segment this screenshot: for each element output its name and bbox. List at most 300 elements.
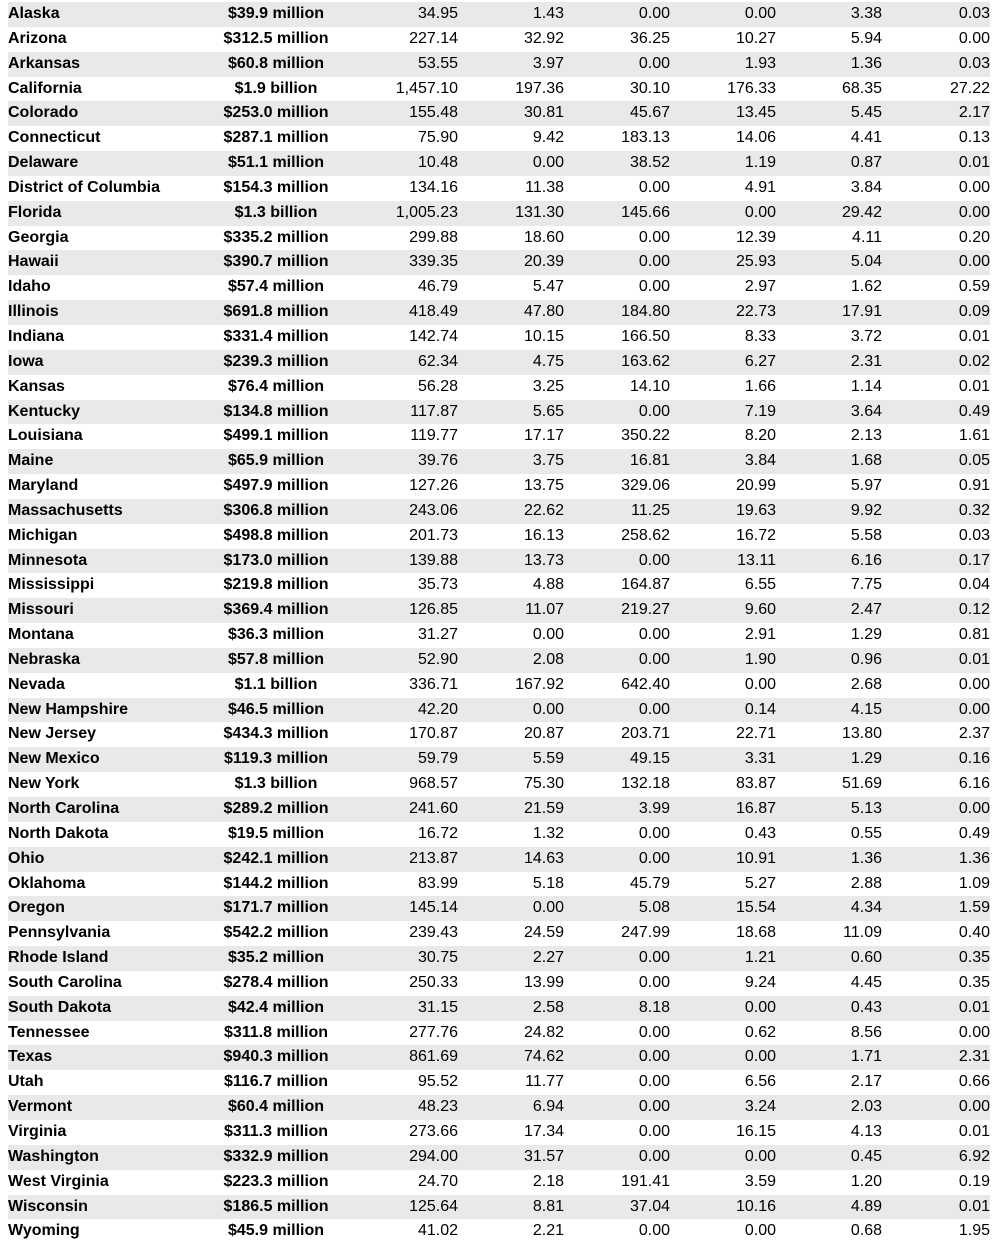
state-name-cell: Arkansas <box>8 54 81 72</box>
value-cell-6: 0.49 <box>958 402 990 420</box>
table-row <box>8 772 990 797</box>
table-row <box>8 549 990 574</box>
value-cell-5: 3.84 <box>850 178 882 196</box>
value-cell-2: 31.57 <box>523 1147 564 1165</box>
table-row <box>8 573 990 598</box>
value-cell-1: 968.57 <box>409 775 458 793</box>
value-cell-5: 3.64 <box>850 402 882 420</box>
value-cell-6: 0.05 <box>958 452 990 470</box>
value-cell-2: 0.00 <box>532 700 564 718</box>
value-cell-2: 17.34 <box>523 1122 564 1140</box>
value-cell-5: 1.68 <box>850 452 882 470</box>
value-cell-3: 0.00 <box>638 178 670 196</box>
value-cell-5: 4.15 <box>850 700 882 718</box>
value-cell-2: 0.00 <box>532 899 564 917</box>
total-amount-cell: $57.8 million <box>227 650 325 668</box>
state-funding-table <box>8 2 990 1244</box>
value-cell-2: 18.60 <box>523 228 564 246</box>
table-row <box>8 375 990 400</box>
value-cell-6: 0.02 <box>958 352 990 370</box>
value-cell-5: 0.43 <box>850 998 882 1016</box>
table-row <box>8 1195 990 1220</box>
value-cell-5: 5.97 <box>850 477 882 495</box>
value-cell-6: 0.01 <box>958 650 990 668</box>
table-row <box>8 77 990 102</box>
value-cell-2: 167.92 <box>515 675 564 693</box>
table-row <box>8 797 990 822</box>
value-cell-1: 53.55 <box>417 54 458 72</box>
value-cell-3: 219.27 <box>621 601 670 619</box>
value-cell-2: 3.25 <box>532 377 564 395</box>
value-cell-1: 56.28 <box>417 377 458 395</box>
value-cell-6: 0.01 <box>958 998 990 1016</box>
table-row <box>8 921 990 946</box>
value-cell-1: 31.15 <box>417 998 458 1016</box>
table-row <box>8 52 990 77</box>
value-cell-2: 24.59 <box>523 924 564 942</box>
table-row <box>8 847 990 872</box>
value-cell-3: 258.62 <box>621 526 670 544</box>
value-cell-5: 5.94 <box>850 29 882 47</box>
total-amount-cell: $57.4 million <box>227 278 325 296</box>
value-cell-4: 10.16 <box>735 1197 776 1215</box>
value-cell-3: 350.22 <box>621 427 670 445</box>
total-amount-cell: $45.9 million <box>227 1222 325 1240</box>
value-cell-3: 0.00 <box>638 1023 670 1041</box>
value-cell-6: 0.20 <box>958 228 990 246</box>
total-amount-cell: $239.3 million <box>223 352 329 370</box>
value-cell-6: 0.49 <box>958 824 990 842</box>
value-cell-1: 42.20 <box>417 700 458 718</box>
table-row <box>8 996 990 1021</box>
value-cell-2: 2.58 <box>532 998 564 1016</box>
value-cell-6: 0.35 <box>958 949 990 967</box>
value-cell-3: 0.00 <box>638 626 670 644</box>
total-amount-cell: $60.8 million <box>227 54 325 72</box>
value-cell-2: 16.13 <box>523 526 564 544</box>
value-cell-3: 0.00 <box>638 1073 670 1091</box>
value-cell-5: 2.03 <box>850 1098 882 1116</box>
total-amount-cell: $332.9 million <box>223 1147 329 1165</box>
total-amount-cell: $36.3 million <box>227 626 325 644</box>
value-cell-3: 0.00 <box>638 849 670 867</box>
total-amount-cell: $498.8 million <box>223 526 329 544</box>
value-cell-4: 9.60 <box>744 601 776 619</box>
value-cell-4: 1.21 <box>744 949 776 967</box>
value-cell-3: 329.06 <box>621 477 670 495</box>
value-cell-1: 59.79 <box>417 750 458 768</box>
value-cell-1: 273.66 <box>409 1122 458 1140</box>
total-amount-cell: $76.4 million <box>227 377 325 395</box>
state-name-cell: Indiana <box>8 327 65 345</box>
state-name-cell: Connecticut <box>8 129 101 147</box>
value-cell-5: 3.72 <box>850 327 882 345</box>
table-row <box>8 449 990 474</box>
table-row <box>8 350 990 375</box>
value-cell-1: 125.64 <box>409 1197 458 1215</box>
value-cell-1: 1,005.23 <box>395 203 458 221</box>
value-cell-4: 5.27 <box>744 874 776 892</box>
value-cell-3: 36.25 <box>629 29 670 47</box>
value-cell-5: 4.41 <box>850 129 882 147</box>
value-cell-3: 0.00 <box>638 973 670 991</box>
state-name-cell: Montana <box>8 626 74 644</box>
value-cell-3: 45.67 <box>629 104 670 122</box>
value-cell-4: 10.91 <box>735 849 776 867</box>
value-cell-2: 0.00 <box>532 154 564 172</box>
value-cell-2: 4.88 <box>532 576 564 594</box>
total-amount-cell: $1.3 billion <box>234 203 318 221</box>
table-row <box>8 1219 990 1244</box>
value-cell-3: 45.79 <box>629 874 670 892</box>
value-cell-6: 0.01 <box>958 154 990 172</box>
value-cell-1: 418.49 <box>409 303 458 321</box>
value-cell-4: 20.99 <box>735 477 776 495</box>
value-cell-5: 2.88 <box>850 874 882 892</box>
value-cell-1: 24.70 <box>417 1172 458 1190</box>
value-cell-5: 6.16 <box>850 551 882 569</box>
total-amount-cell: $1.3 billion <box>234 775 318 793</box>
value-cell-5: 1.36 <box>850 54 882 72</box>
state-name-cell: Idaho <box>8 278 51 296</box>
value-cell-5: 0.87 <box>850 154 882 172</box>
total-amount-cell: $940.3 million <box>223 1048 329 1066</box>
value-cell-1: 62.34 <box>417 352 458 370</box>
table-row <box>8 101 990 126</box>
state-name-cell: Washington <box>8 1147 99 1165</box>
value-cell-5: 2.13 <box>850 427 882 445</box>
value-cell-5: 5.04 <box>850 253 882 271</box>
value-cell-2: 131.30 <box>515 203 564 221</box>
state-name-cell: Vermont <box>8 1098 73 1116</box>
state-name-cell: South Carolina <box>8 973 122 991</box>
total-amount-cell: $171.7 million <box>223 899 329 917</box>
value-cell-4: 19.63 <box>735 501 776 519</box>
state-name-cell: Missouri <box>8 601 74 619</box>
value-cell-1: 95.52 <box>417 1073 458 1091</box>
total-amount-cell: $278.4 million <box>223 973 329 991</box>
value-cell-4: 0.00 <box>744 1048 776 1066</box>
value-cell-4: 15.54 <box>735 899 776 917</box>
value-cell-6: 0.32 <box>958 501 990 519</box>
total-amount-cell: $60.4 million <box>227 1098 325 1116</box>
value-cell-3: 14.10 <box>629 377 670 395</box>
state-name-cell: Pennsylvania <box>8 924 111 942</box>
total-amount-cell: $35.2 million <box>227 949 325 967</box>
table-row <box>8 151 990 176</box>
value-cell-4: 0.00 <box>744 675 776 693</box>
state-name-cell: Nevada <box>8 675 65 693</box>
value-cell-6: 1.95 <box>958 1222 990 1240</box>
value-cell-4: 1.93 <box>744 54 776 72</box>
total-amount-cell: $287.1 million <box>223 129 329 147</box>
value-cell-5: 1.29 <box>850 750 882 768</box>
table-row <box>8 2 990 27</box>
value-cell-1: 241.60 <box>409 800 458 817</box>
state-name-cell: District of Columbia <box>8 178 161 196</box>
value-cell-5: 1.14 <box>850 377 882 395</box>
value-cell-6: 0.00 <box>958 1023 990 1041</box>
state-name-cell: Wisconsin <box>8 1197 88 1215</box>
value-cell-3: 0.00 <box>638 54 670 72</box>
value-cell-2: 20.87 <box>523 725 564 743</box>
value-cell-3: 0.00 <box>638 949 670 967</box>
total-amount-cell: $289.2 million <box>223 800 329 817</box>
value-cell-2: 11.07 <box>525 601 564 619</box>
value-cell-1: 139.88 <box>409 551 458 569</box>
value-cell-5: 0.45 <box>850 1147 882 1165</box>
table-row <box>8 971 990 996</box>
value-cell-6: 0.13 <box>958 129 990 147</box>
value-cell-4: 16.87 <box>735 800 776 817</box>
value-cell-3: 0.00 <box>638 1098 670 1116</box>
value-cell-2: 1.43 <box>532 5 564 22</box>
total-amount-cell: $306.8 million <box>223 501 329 519</box>
value-cell-6: 0.91 <box>958 477 990 495</box>
value-cell-4: 6.27 <box>744 352 776 370</box>
value-cell-3: 49.15 <box>629 750 670 768</box>
value-cell-4: 14.06 <box>735 129 776 147</box>
value-cell-5: 2.47 <box>850 601 882 619</box>
state-name-cell: South Dakota <box>8 998 112 1016</box>
total-amount-cell: $312.5 million <box>223 29 329 47</box>
total-amount-cell: $497.9 million <box>223 477 329 495</box>
value-cell-6: 1.59 <box>958 899 990 917</box>
value-cell-6: 0.09 <box>958 303 990 321</box>
value-cell-4: 6.56 <box>744 1073 776 1091</box>
value-cell-5: 13.80 <box>841 725 882 743</box>
value-cell-2: 47.80 <box>523 303 564 321</box>
state-name-cell: Kansas <box>8 377 65 395</box>
value-cell-3: 0.00 <box>638 402 670 420</box>
value-cell-2: 74.62 <box>523 1048 564 1066</box>
value-cell-3: 0.00 <box>638 1048 670 1066</box>
value-cell-4: 3.24 <box>744 1098 776 1116</box>
total-amount-cell: $154.3 million <box>223 178 329 196</box>
value-cell-6: 0.81 <box>958 626 990 644</box>
value-cell-3: 0.00 <box>638 1222 670 1240</box>
value-cell-3: 0.00 <box>638 650 670 668</box>
table-row <box>8 1021 990 1046</box>
value-cell-4: 1.19 <box>744 154 776 172</box>
value-cell-2: 13.75 <box>523 477 564 495</box>
value-cell-2: 24.82 <box>523 1023 564 1041</box>
state-name-cell: West Virginia <box>8 1172 109 1190</box>
table-row <box>8 524 990 549</box>
value-cell-6: 0.01 <box>958 327 990 345</box>
value-cell-4: 7.19 <box>744 402 776 420</box>
value-cell-3: 247.99 <box>621 924 670 942</box>
value-cell-4: 16.72 <box>735 526 776 544</box>
value-cell-5: 1.62 <box>850 278 882 296</box>
table-row <box>8 1145 990 1170</box>
table-row <box>8 126 990 151</box>
value-cell-5: 8.56 <box>850 1023 882 1041</box>
state-name-cell: Nebraska <box>8 650 81 668</box>
value-cell-1: 16.72 <box>417 824 458 842</box>
value-cell-6: 0.00 <box>958 675 990 693</box>
value-cell-6: 27.22 <box>949 79 990 97</box>
table-row <box>8 226 990 251</box>
value-cell-3: 16.81 <box>629 452 670 470</box>
value-cell-5: 2.68 <box>850 675 882 693</box>
value-cell-3: 166.50 <box>621 327 670 345</box>
value-cell-1: 1,457.10 <box>395 79 458 97</box>
value-cell-2: 6.94 <box>532 1098 564 1116</box>
value-cell-5: 7.75 <box>850 576 882 594</box>
total-amount-cell: $434.3 million <box>223 725 329 743</box>
value-cell-6: 0.35 <box>958 973 990 991</box>
value-cell-1: 41.02 <box>417 1222 458 1240</box>
value-cell-4: 13.45 <box>735 104 776 122</box>
value-cell-5: 3.38 <box>850 5 882 22</box>
total-amount-cell: $46.5 million <box>227 700 325 718</box>
table-row <box>8 698 990 723</box>
value-cell-3: 0.00 <box>638 824 670 842</box>
value-cell-4: 18.68 <box>735 924 776 942</box>
value-cell-4: 6.55 <box>744 576 776 594</box>
total-amount-cell: $223.3 million <box>223 1172 329 1190</box>
total-amount-cell: $691.8 million <box>223 303 329 321</box>
table-row <box>8 250 990 275</box>
state-name-cell: Massachusetts <box>8 501 123 519</box>
table-row <box>8 648 990 673</box>
value-cell-3: 0.00 <box>638 1147 670 1165</box>
state-name-cell: New Hampshire <box>8 700 129 718</box>
value-cell-1: 339.35 <box>409 253 458 271</box>
value-cell-1: 239.43 <box>409 924 458 942</box>
value-cell-6: 0.17 <box>958 551 990 569</box>
state-table-body <box>8 2 990 1244</box>
value-cell-1: 227.14 <box>409 29 458 47</box>
value-cell-2: 14.63 <box>523 849 564 867</box>
state-name-cell: Kentucky <box>8 402 81 420</box>
value-cell-2: 10.15 <box>523 327 564 345</box>
value-cell-3: 184.80 <box>621 303 670 321</box>
value-cell-1: 145.14 <box>409 899 458 917</box>
value-cell-3: 164.87 <box>621 576 670 594</box>
value-cell-6: 0.00 <box>958 178 990 196</box>
table-row <box>8 673 990 698</box>
value-cell-4: 3.84 <box>744 452 776 470</box>
total-amount-cell: $116.7 million <box>223 1073 329 1091</box>
value-cell-5: 5.13 <box>850 800 882 817</box>
value-cell-4: 12.39 <box>735 228 776 246</box>
state-name-cell: New Jersey <box>8 725 97 743</box>
value-cell-2: 0.00 <box>532 626 564 644</box>
value-cell-6: 0.00 <box>958 1098 990 1116</box>
state-name-cell: New York <box>8 775 80 793</box>
state-name-cell: California <box>8 79 82 97</box>
state-name-cell: Alaska <box>8 5 60 22</box>
value-cell-5: 0.96 <box>850 650 882 668</box>
value-cell-3: 8.18 <box>638 998 670 1016</box>
total-amount-cell: $242.1 million <box>223 849 329 867</box>
value-cell-4: 25.93 <box>735 253 776 271</box>
value-cell-5: 1.29 <box>850 626 882 644</box>
value-cell-3: 0.00 <box>638 551 670 569</box>
value-cell-4: 0.00 <box>744 998 776 1016</box>
value-cell-1: 48.23 <box>417 1098 458 1116</box>
value-cell-4: 8.20 <box>744 427 776 445</box>
value-cell-6: 0.59 <box>958 278 990 296</box>
table-row <box>8 747 990 772</box>
total-amount-cell: $499.1 million <box>223 427 329 445</box>
value-cell-2: 11.38 <box>525 178 564 196</box>
value-cell-6: 0.66 <box>958 1073 990 1091</box>
value-cell-3: 191.41 <box>621 1172 670 1190</box>
state-name-cell: Hawaii <box>8 253 59 271</box>
state-name-cell: Maine <box>8 452 54 470</box>
state-name-cell: Texas <box>8 1048 53 1066</box>
value-cell-2: 22.62 <box>523 501 564 519</box>
value-cell-6: 0.01 <box>958 1122 990 1140</box>
value-cell-6: 0.03 <box>958 54 990 72</box>
value-cell-6: 0.00 <box>958 700 990 718</box>
value-cell-1: 117.87 <box>410 402 458 420</box>
value-cell-6: 0.00 <box>958 29 990 47</box>
value-cell-2: 2.08 <box>532 650 564 668</box>
value-cell-2: 5.18 <box>532 874 564 892</box>
value-cell-6: 0.12 <box>958 601 990 619</box>
value-cell-2: 1.32 <box>532 824 564 842</box>
table-row <box>8 598 990 623</box>
total-amount-cell: $65.9 million <box>227 452 325 470</box>
value-cell-4: 16.15 <box>735 1122 776 1140</box>
value-cell-6: 0.03 <box>958 5 990 22</box>
value-cell-2: 11.77 <box>525 1073 564 1091</box>
value-cell-3: 38.52 <box>629 154 670 172</box>
value-cell-6: 0.00 <box>958 203 990 221</box>
value-cell-5: 4.34 <box>850 899 882 917</box>
value-cell-6: 1.36 <box>958 849 990 867</box>
value-cell-4: 0.00 <box>744 5 776 22</box>
table-row <box>8 499 990 524</box>
state-name-cell: Colorado <box>8 104 79 122</box>
total-amount-cell: $39.9 million <box>227 5 325 22</box>
value-cell-4: 1.90 <box>744 650 776 668</box>
state-name-cell: Wyoming <box>8 1222 80 1240</box>
total-amount-cell: $186.5 million <box>223 1197 329 1215</box>
table-row <box>8 474 990 499</box>
value-cell-2: 3.75 <box>532 452 564 470</box>
value-cell-1: 30.75 <box>417 949 458 967</box>
value-cell-3: 37.04 <box>629 1197 670 1215</box>
value-cell-2: 8.81 <box>532 1197 564 1215</box>
value-cell-3: 642.40 <box>621 675 670 693</box>
value-cell-2: 3.97 <box>532 54 564 72</box>
value-cell-5: 1.20 <box>850 1172 882 1190</box>
state-name-cell: Florida <box>8 203 62 221</box>
total-amount-cell: $311.8 million <box>223 1023 329 1041</box>
value-cell-1: 52.90 <box>417 650 458 668</box>
state-name-cell: Virginia <box>8 1122 67 1140</box>
total-amount-cell: $19.5 million <box>227 824 325 842</box>
total-amount-cell: $253.0 million <box>223 104 329 122</box>
value-cell-1: 299.88 <box>409 228 458 246</box>
value-cell-6: 0.19 <box>958 1172 990 1190</box>
value-cell-1: 126.85 <box>409 601 458 619</box>
value-cell-2: 4.75 <box>532 352 564 370</box>
value-cell-5: 2.17 <box>850 1073 882 1091</box>
table-row <box>8 722 990 747</box>
value-cell-2: 9.42 <box>532 129 564 147</box>
table-row <box>8 1045 990 1070</box>
value-cell-1: 155.48 <box>409 104 458 122</box>
value-cell-6: 2.37 <box>958 725 990 743</box>
state-name-cell: New Mexico <box>8 750 100 768</box>
state-name-cell: Utah <box>8 1073 44 1091</box>
